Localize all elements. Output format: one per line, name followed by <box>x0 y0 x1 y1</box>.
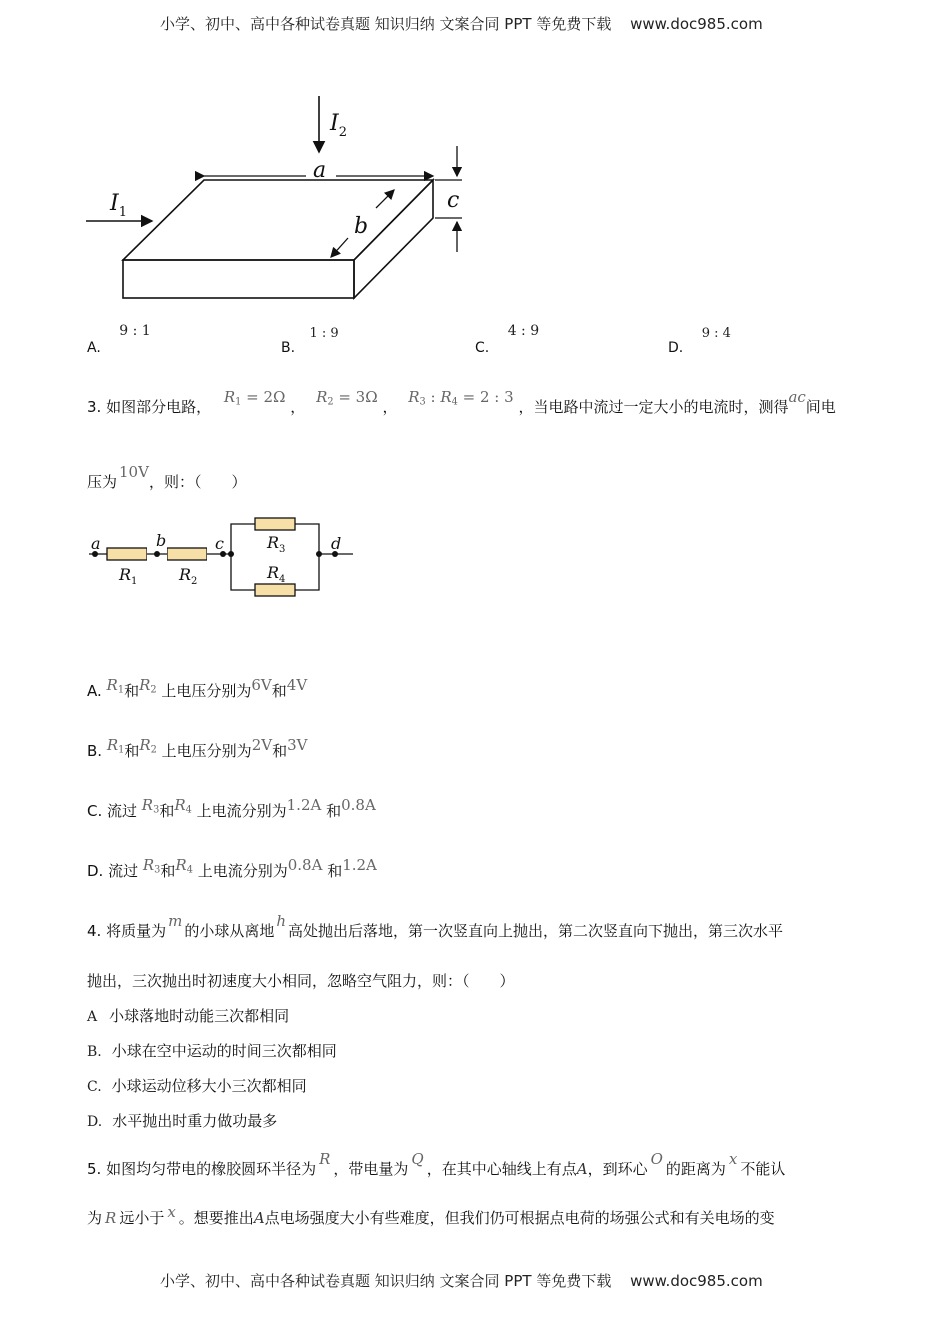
q4-option-a[interactable]: A 小球落地时动能三次都相同 <box>87 1007 290 1025</box>
q2-option-c[interactable]: C. 4 : 9 <box>475 323 540 356</box>
footer-text: 小学、初中、高中各种试卷真题 知识归纳 文案合同 PPT 等免费下载 <box>160 1272 612 1290</box>
q4-option-d[interactable]: D. 水平抛出时重力做功最多 <box>87 1112 278 1130</box>
resistor-r2 <box>167 548 207 560</box>
slab-front-face <box>123 260 354 298</box>
label-a: a <box>313 158 327 183</box>
q4-stem-line2: 抛出，三次抛出时初速度大小相同，忽略空气阻力，则：（ ） <box>87 972 515 990</box>
q3-stem-line1: 3. 如图部分电路， $R_1 = 2\Omega$ ， $R_2 = 3\Omega$ ， $R_3$ : $R_4 = 2$ : 3 ，当电路中流过一定大小的电流时，测得ac间电 <box>87 388 836 416</box>
label-node-d: d <box>331 534 342 553</box>
header-url: www.doc985.com <box>630 15 763 33</box>
node-d-junction <box>316 551 322 557</box>
page-footer <box>160 1270 763 1291</box>
slab-side-face <box>354 180 433 298</box>
label-c: c <box>447 188 460 213</box>
label-i2: $I_2$ <box>330 111 347 140</box>
q3-stem-line2: 压为10V，则：（ ） <box>87 463 247 491</box>
resistor-r1 <box>107 548 147 560</box>
q5-stem-line2: 为 R 远小于 x 。想要推出A点电场强度大小有些难度，但我们仍可根据点电荷的场强公式和有关电场的变 <box>87 1203 775 1227</box>
slab-top-face <box>123 180 433 260</box>
q4-stem-line1: 4. 将质量为m的小球从离地h高处抛出后落地，第一次竖直向上抛出，第二次竖直向下抛出，第三次水平 <box>87 912 784 940</box>
label-node-c: c <box>215 534 224 553</box>
q2-option-d[interactable]: D. 9 : 4 <box>668 326 731 356</box>
dim-b-up <box>376 190 394 208</box>
node-c-junction <box>228 551 234 557</box>
q5-stem-line1: 5. 如图均匀带电的橡胶圆环半径为R，带电量为Q，在其中心轴线上有点A，到环心O的距离为x不能认 <box>87 1150 786 1178</box>
label-r3: $R_3$ <box>267 533 286 555</box>
node-b <box>154 551 160 557</box>
q2-option-a[interactable]: A. 9 : 1 <box>87 323 151 356</box>
q3-option-a[interactable]: A. $R_1$和$R_2$ 上电压分别为6V和4V <box>87 676 308 700</box>
label-b: b <box>354 214 369 239</box>
label-i1: $I_1$ <box>110 191 127 220</box>
slab-figure <box>80 90 480 315</box>
q2-option-b[interactable]: B. 1 : 9 <box>281 326 339 356</box>
page-header <box>160 13 763 34</box>
footer-url: www.doc985.com <box>630 1272 763 1290</box>
q3-circuit-diagram <box>85 510 365 600</box>
resistor-r3 <box>255 518 295 530</box>
q3-option-c[interactable]: C. 流过 $R_3$和$R_4$ 上电流分别为1.2A 和0.8A <box>87 796 376 820</box>
q3-option-b[interactable]: B. $R_1$和$R_2$ 上电压分别为2V和3V <box>87 736 308 760</box>
dim-b-down <box>331 238 348 257</box>
label-node-a: a <box>91 534 101 553</box>
label-r1: $R_1$ <box>119 565 138 587</box>
q3-option-d[interactable]: D. 流过 $R_3$和$R_4$ 上电流分别为0.8A 和1.2A <box>87 856 377 880</box>
header-text: 小学、初中、高中各种试卷真题 知识归纳 文案合同 PPT 等免费下载 <box>160 15 612 33</box>
label-r4: $R_4$ <box>267 563 286 585</box>
q4-option-b[interactable]: B. 小球在空中运动的时间三次都相同 <box>87 1042 337 1060</box>
resistor-r4 <box>255 584 295 596</box>
label-r2: $R_2$ <box>179 565 198 587</box>
q4-option-c[interactable]: C. 小球运动位移大小三次都相同 <box>87 1077 307 1095</box>
label-node-b: b <box>156 531 167 550</box>
